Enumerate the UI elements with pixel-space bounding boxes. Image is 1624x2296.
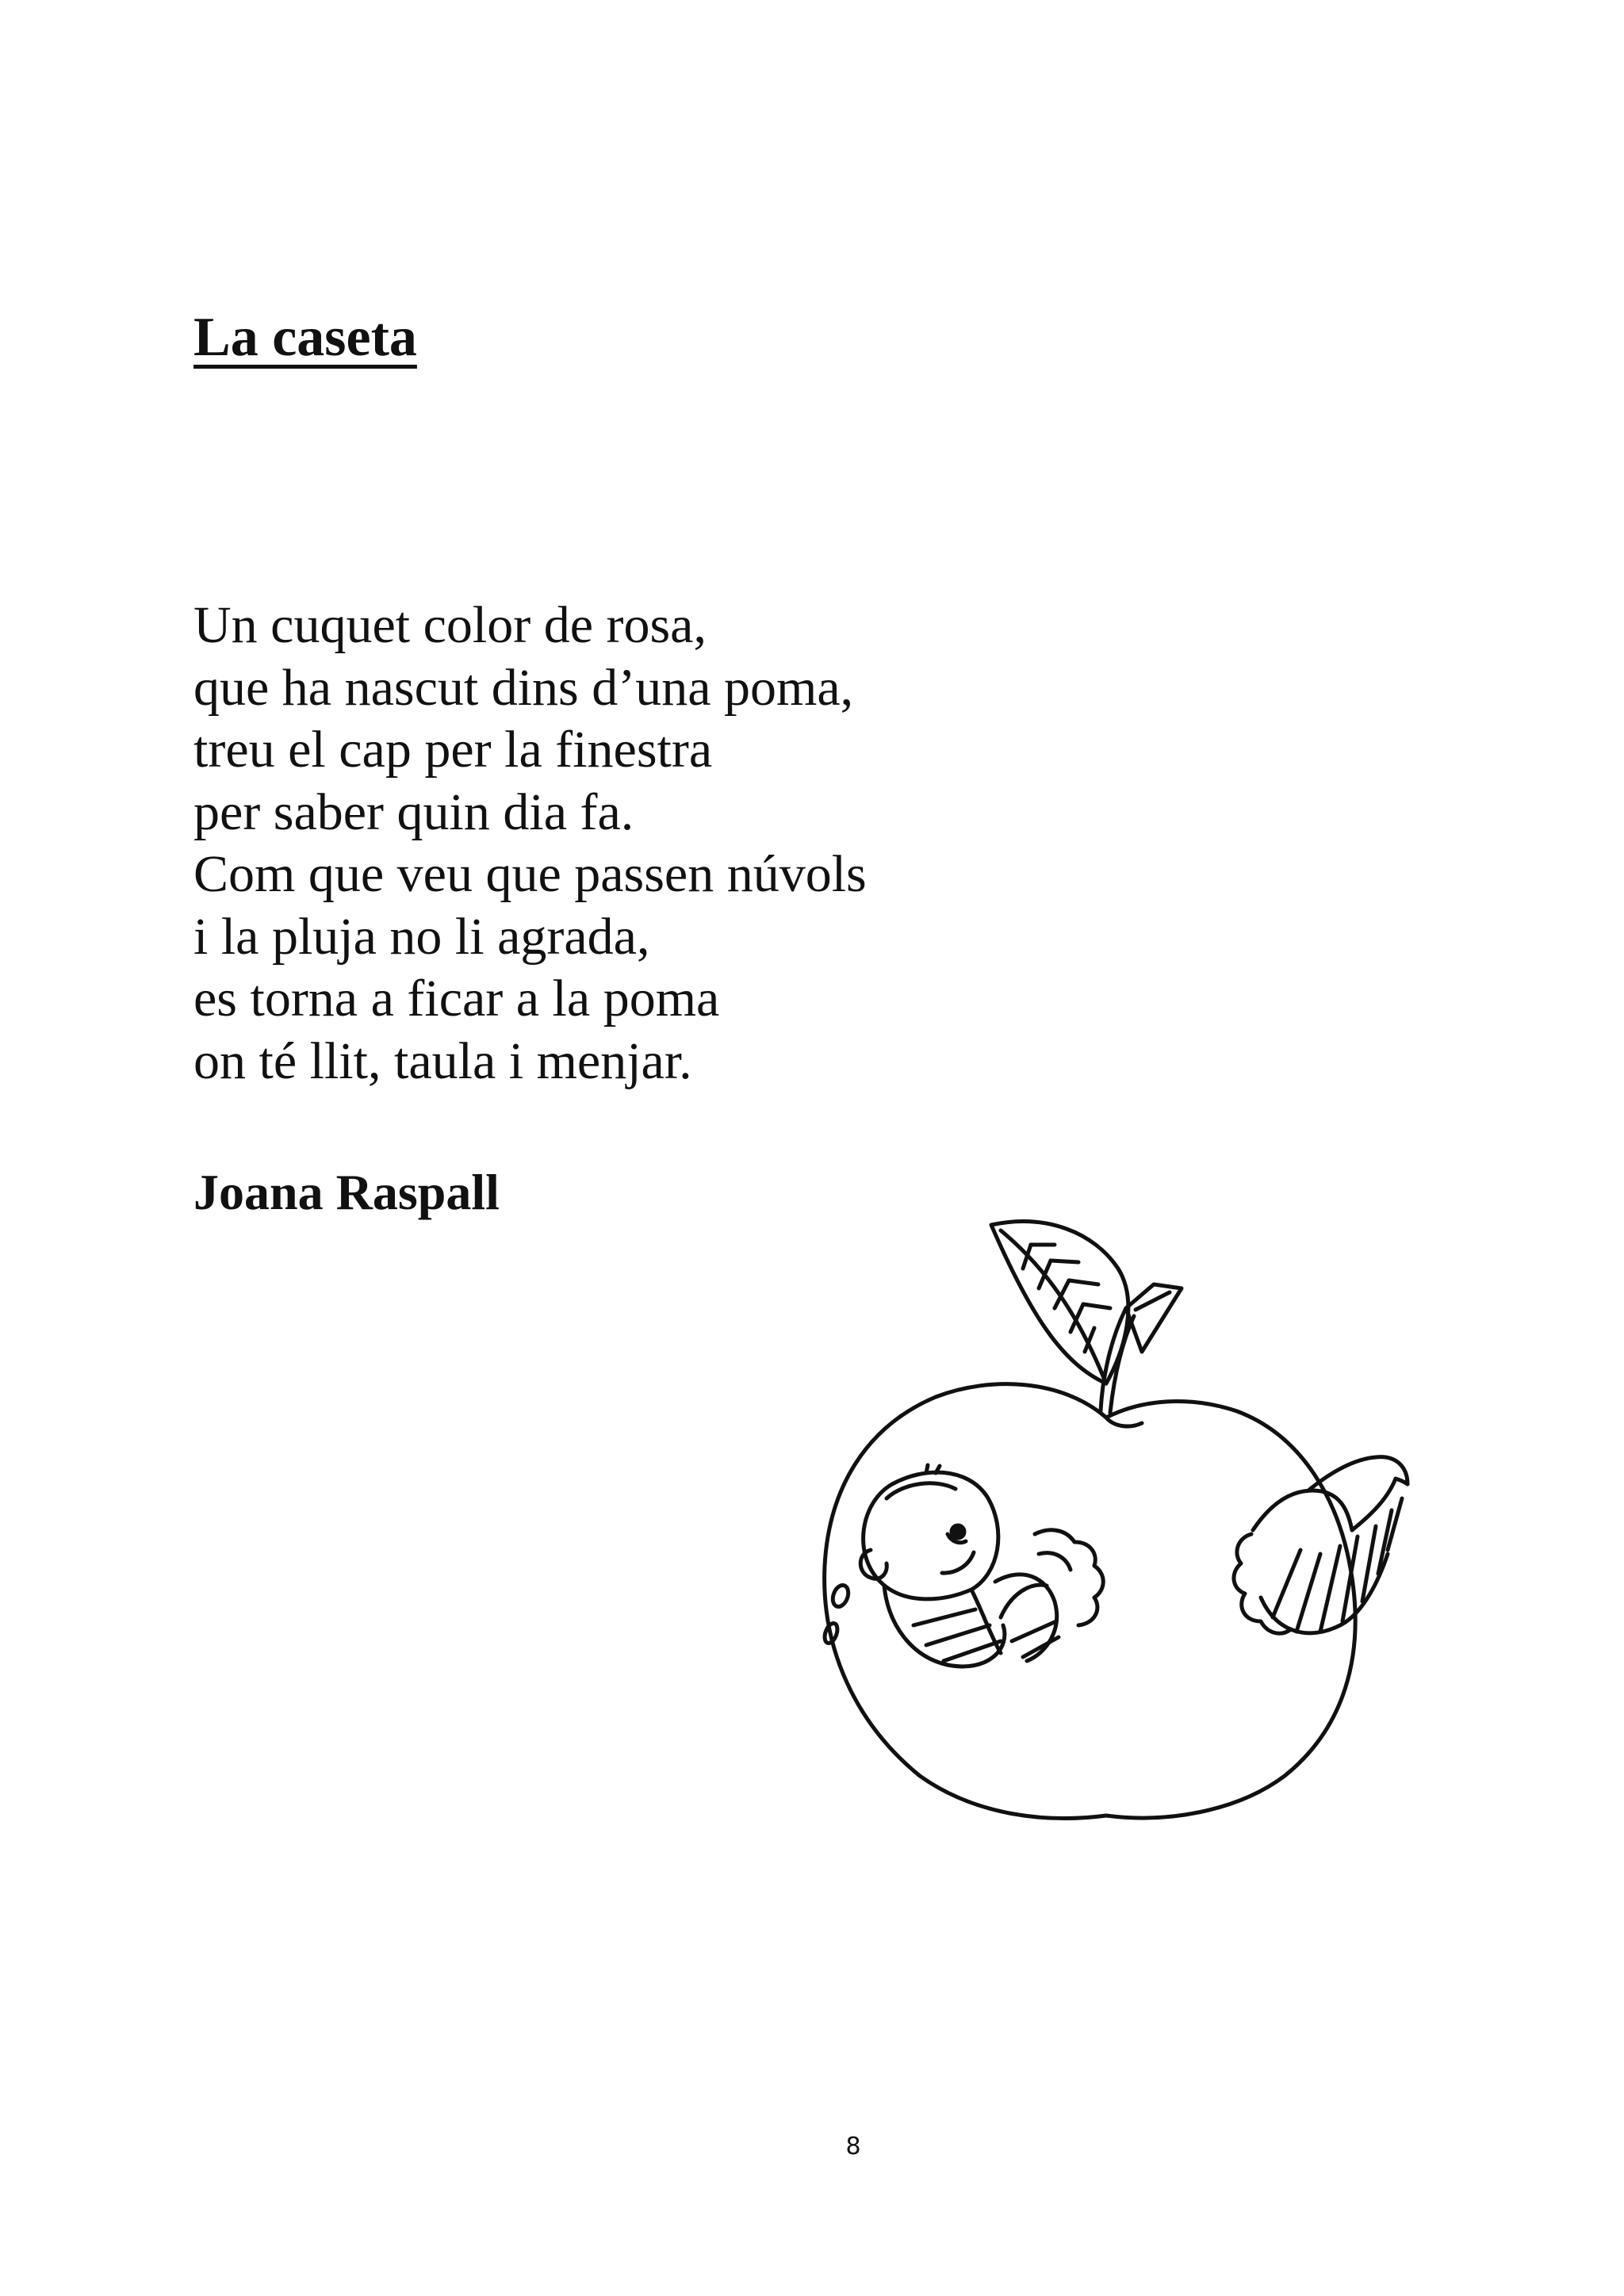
poem-line: que ha nascut dins d’una poma, xyxy=(193,658,854,717)
poem-line: es torna a ficar a la poma xyxy=(193,970,720,1027)
page-number: 8 xyxy=(845,2133,861,2160)
poem-author: Joana Raspall xyxy=(193,1164,500,1220)
poem-line: per saber quin dia fa. xyxy=(193,783,634,841)
poem-body xyxy=(193,595,867,1093)
apple-with-worm-icon xyxy=(730,1205,1475,1823)
poem-line: Un cuquet color de rosa, xyxy=(193,596,707,654)
poem-line: Com que veu que passen núvols xyxy=(193,845,867,903)
poem-line: on té llit, taula i menjar. xyxy=(193,1031,692,1090)
poem-line: i la pluja no li agrada, xyxy=(193,907,650,966)
poem-title: La caseta xyxy=(193,307,417,368)
poem-line: treu el cap per la finestra xyxy=(193,721,713,779)
